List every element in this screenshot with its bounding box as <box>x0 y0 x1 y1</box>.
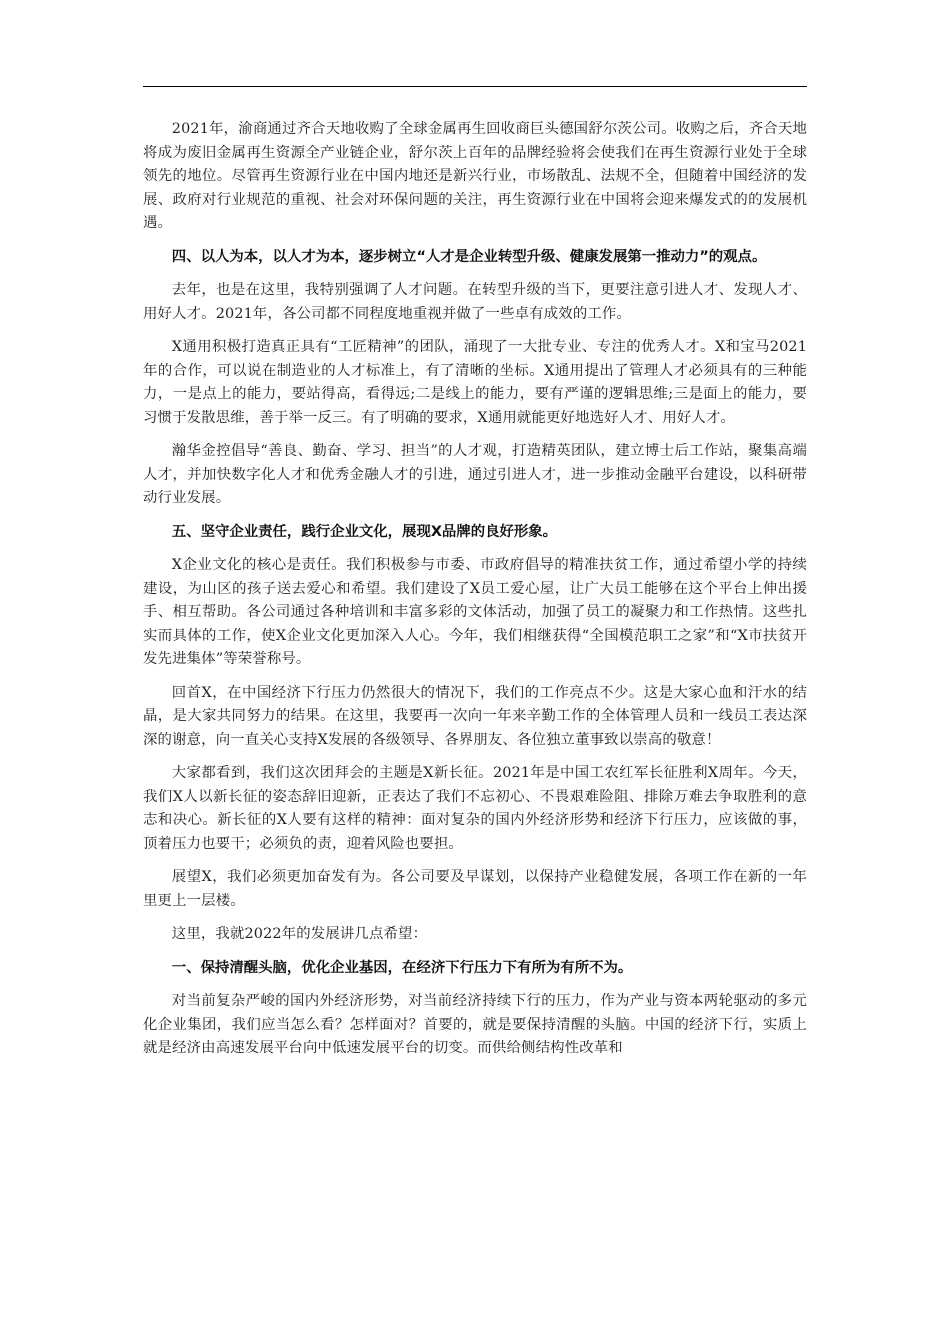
paragraph-corporate-culture: X企业文化的核心是责任。我们积极参与市委、市政府倡导的精准扶贫工作，通过希望小学的持续建设，为山区的孩子送去爱心和希望。我们建设了X员工爱心屋，让广大员工能够在这个平台上伸出援手、相互帮助。各公司通过各种培训和丰富多彩的文体活动，加强了员工的凝聚力和工作热情。这些扎实而具体的工作，使X企业文化更加深入人心。今年，我们相继获得“全国模范职工之家”和“X市扶贫开发先进集体”等荣誉称号。 <box>143 557 807 667</box>
document-body <box>143 118 807 1071</box>
section-heading-clear-mind: 一、保持清醒头脑，优化企业基因，在经济下行压力下有所为有所不为。 <box>171 959 633 976</box>
paragraph-economic-situation: 对当前复杂严峻的国内外经济形势，对当前经济持续下行的压力，作为产业与资本两轮驱动的多元化企业集团，我们应当怎么看？怎样面对？首要的，就是要保持清醒的头脑。中国的经济下行，实质上就是经济由高速发展平台向中低速发展平台的切变。而供给侧结构性改革和 <box>143 993 807 1056</box>
paragraph-hopes-intro: 这里，我就2022年的发展讲几点希望： <box>171 926 428 942</box>
paragraph-new-long-march: 大家都看到，我们这次团拜会的主题是X新长征。2021年是中国工农红军长征胜利X周年。今天，我们X人以新长征的姿态辞旧迎新，正表达了我们不忘初心、不畏艰难险阻、排除万难去争取胜利的意志和决心。新长征的X人要有这样的精神：面对复杂的国内外经济形势和经济下行压力，应该做的事，顶着压力也要干；必须负的责，迎着风险也要担。 <box>143 765 807 852</box>
section-heading-talent: 四、以人为本，以人才为本，逐步树立“人才是企业转型升级、健康发展第一推动力”的观点。 <box>171 248 767 265</box>
section-heading-responsibility: 五、坚守企业责任，践行企业文化，展现X品牌的良好形象。 <box>171 523 558 540</box>
paragraph-hanhua-finance: 瀚华金控倡导“善良、勤奋、学习、担当”的人才观，打造精英团队，建立博士后工作站，聚集高端人才，并加快数字化人才和优秀金融人才的引进，通过引进人才，进一步推动金融平台建设，以科研带动行业发展。 <box>143 443 807 506</box>
paragraph-looking-back: 回首X，在中国经济下行压力仍然很大的情况下，我们的工作亮点不少。这是大家心血和汗水的结晶，是大家共同努力的结果。在这里，我要再一次向一年来辛勤工作的全体管理人员和一线员工表达深深的谢意，向一直关心支持X发展的各级领导、各界朋友、各位独立董事致以崇高的敬意！ <box>143 684 807 748</box>
paragraph-looking-ahead: 展望X，我们必须更加奋发有为。各公司要及早谋划，以保持产业稳健发展，各项工作在新的一年里更上一层楼。 <box>143 869 807 909</box>
paragraph-qihe-acquisition: 2021年，渝商通过齐合天地收购了全球金属再生回收商巨头德国舒尔茨公司。收购之后，齐合天地将成为废旧金属再生资源全产业链企业，舒尔茨上百年的品牌经验将会使我们在再生资源行业处于全球领先的地位。尽管再生资源行业在中国内地还是新兴行业，市场散乱、法规不全，但随着中国经济的发展、政府对行业规范的重视、社会对环保问题的关注，再生资源行业在中国将会迎来爆发式的的发展机遇。 <box>143 121 807 231</box>
paragraph-talent-last-year: 去年，也是在这里，我特别强调了人才问题。在转型升级的当下，更要注意引进人才、发现人才、用好人才。2021年，各公司都不同程度地重视并做了一些卓有成效的工作。 <box>143 282 807 322</box>
paragraph-x-general: X通用积极打造真正具有“工匠精神”的团队，涌现了一大批专业、专注的优秀人才。X和宝马2021年的合作，可以说在制造业的人才标准上，有了清晰的坐标。X通用提出了管理人才必须具有的三种能力，一是点上的能力，要站得高，看得远;二是线上的能力，要有严谨的逻辑思维;三是面上的能力，要习惯于发散思维，善于举一反三。有了明确的要求，X通用就能更好地选好人才、用好人才。 <box>143 339 807 426</box>
header-rule <box>143 86 807 87</box>
